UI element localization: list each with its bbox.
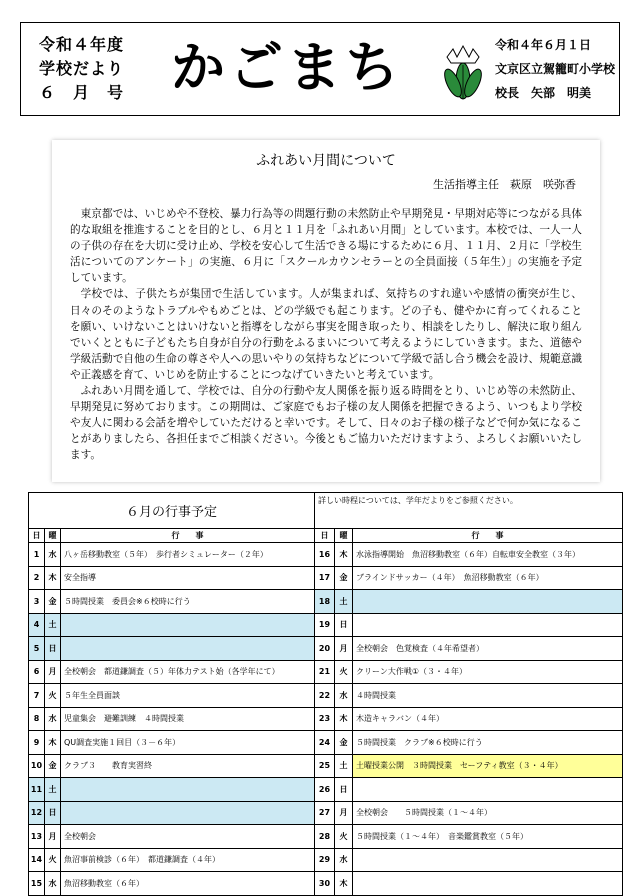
schedule-day: 17 — [315, 566, 335, 590]
schedule-weekday: 土 — [335, 754, 353, 778]
schedule-row — [29, 801, 623, 825]
schedule-day: 29 — [315, 848, 335, 872]
schedule-day: 10 — [29, 754, 45, 778]
schedule-day: 24 — [315, 731, 335, 755]
article-title: ふれあい月間について — [256, 153, 396, 169]
schedule-title: ６月の行事予定 — [125, 505, 217, 520]
schedule-event: 安全指導 — [61, 566, 315, 590]
schedule-note-cell — [315, 493, 623, 529]
schedule-day: 27 — [315, 801, 335, 825]
schedule-event: 水泳指導開始 魚沼移動教室（６年）自転車安全教室（３年） — [353, 543, 623, 567]
schedule-weekday: 月 — [45, 825, 61, 849]
schedule-event: 魚沼移動教室（６年） — [61, 872, 315, 896]
schedule-weekday: 土 — [45, 613, 61, 637]
schedule-weekday: 水 — [45, 543, 61, 567]
schedule-row — [29, 543, 623, 567]
principal-name: 校長 矢部 明美 — [495, 86, 592, 100]
schedule-weekday: 月 — [45, 660, 61, 684]
issue-info — [39, 33, 124, 105]
schedule-row — [29, 566, 623, 590]
schedule-event — [61, 778, 315, 802]
schedule-event — [61, 613, 315, 637]
schedule-event: 全校朝会 — [61, 825, 315, 849]
article-author: 生活指導主任 萩原 咲弥香 — [433, 178, 576, 191]
schedule-event — [61, 801, 315, 825]
schedule-day: 15 — [29, 872, 45, 896]
schedule-day: 2 — [29, 566, 45, 590]
schedule-event: ブラインドサッカー（４年） 魚沼移動教室（６年） — [353, 566, 623, 590]
school-emblem-icon — [439, 43, 487, 103]
schedule-day: 1 — [29, 543, 45, 567]
schedule-weekday: 火 — [45, 684, 61, 708]
schedule-day: 14 — [29, 848, 45, 872]
schedule-day: 5 — [29, 637, 45, 661]
schedule-event — [61, 637, 315, 661]
schedule-day: 8 — [29, 707, 45, 731]
schedule-day: 30 — [315, 872, 335, 896]
schedule-weekday: 金 — [45, 754, 61, 778]
column-header-event: 行 事 — [353, 529, 623, 543]
schedule-event: 児童集会 避難訓練 ４時間授業 — [61, 707, 315, 731]
schedule-day: 4 — [29, 613, 45, 637]
schedule-event: クラブ３ 教育実習終 — [61, 754, 315, 778]
fiscal-year: 令和４年度 — [39, 35, 125, 54]
schedule-title-cell — [29, 493, 315, 529]
schedule-day: 3 — [29, 590, 45, 614]
newsletter-type: 学校だより — [39, 59, 125, 78]
schedule-day: 26 — [315, 778, 335, 802]
column-header-day: 日 — [315, 529, 335, 543]
schedule-weekday: 金 — [335, 731, 353, 755]
column-header-weekday: 曜 — [335, 529, 353, 543]
schedule-event: ５時間授業 クラブ※６校時に行う — [353, 731, 623, 755]
schedule-event: ５時間授業（１～４年） 音楽鑑賞教室（５年） — [353, 825, 623, 849]
schedule-event: クリーン大作戦①（３・４年） — [353, 660, 623, 684]
newsletter-title: かごまち — [171, 36, 403, 99]
schedule-weekday: 土 — [45, 778, 61, 802]
schedule-event: ５時間授業 委員会※６校時に行う — [61, 590, 315, 614]
schedule-event: 全校朝会 都道鎌調査（５）年体力テスト始（各学年にて） — [61, 660, 315, 684]
schedule-event — [353, 872, 623, 896]
schedule-day: 28 — [315, 825, 335, 849]
schedule-day: 18 — [315, 590, 335, 614]
schedule-day: 23 — [315, 707, 335, 731]
schedule-day: 6 — [29, 660, 45, 684]
column-header-event: 行 事 — [61, 529, 315, 543]
article-box — [52, 140, 600, 482]
schedule-day: 20 — [315, 637, 335, 661]
schedule-event: 魚沼事前検診（６年） 都道鎌調査（４年） — [61, 848, 315, 872]
schedule-row — [29, 613, 623, 637]
schedule-row — [29, 754, 623, 778]
schedule-row — [29, 778, 623, 802]
issue-month: ６ 月 号 — [39, 83, 125, 102]
schedule-weekday: 木 — [335, 707, 353, 731]
publish-date: 令和４年６月１日 — [495, 38, 592, 52]
schedule-event: ４時間授業 — [353, 684, 623, 708]
article-paragraph: 学校では、子供たちが集団で生活しています。人が集まれば、気持ちのすれ違いや感情の衝突が生じ、日々のそのようなトラブルやもめごとは、どの学級でも起こります。どの子も、健やかに育ってくれることを願い、いけないことはいけないと指導をしながら事実を聞き取ったり、相談をしたりし、解決に取り組んでいくとともに子どもたち自身が自分の行動をふるまいについて考えるようにしていきます。また、道徳や学級活動で自他の生命の尊さや人への思いやりの気持ちなどについて学級で話し合う機会を設け、規範意識や正義感を育て、いじめを防止することにつなげていきたいと考えています。 — [70, 288, 582, 381]
schedule-note: 詳しい時程については、学年だよりをご参照ください。 — [318, 496, 518, 505]
schedule-event — [353, 613, 623, 637]
schedule-weekday: 火 — [335, 660, 353, 684]
schedule-day: 19 — [315, 613, 335, 637]
schedule-weekday: 日 — [45, 801, 61, 825]
schedule-row — [29, 872, 623, 896]
schedule-weekday: 土 — [335, 590, 353, 614]
schedule-event: 木造キャラバン（４年） — [353, 707, 623, 731]
schedule-weekday: 木 — [335, 872, 353, 896]
schedule-weekday: 月 — [335, 801, 353, 825]
schedule-row — [29, 660, 623, 684]
schedule-weekday: 木 — [45, 731, 61, 755]
schedule-weekday: 金 — [335, 566, 353, 590]
column-header-day: 日 — [29, 529, 45, 543]
schedule-weekday: 水 — [45, 707, 61, 731]
article-paragraph: ふれあい月間を通して、学校では、自分の行動や友人関係を振り返る時間をとり、いじめ等の未然防止、早期発見に努めております。この期間は、ご家庭でもお子様の友人関係を把握できるよう、いつもより学校や友人に関わる会話を増やしていただけると幸いです。そして、日々のお子様の様子などで何か気になることがありましたら、各担任までご相談ください。今後ともご協力いただけますよう、よろしくお願いいたします。 — [70, 385, 582, 462]
schedule-day: 22 — [315, 684, 335, 708]
masthead — [20, 22, 620, 116]
schedule-day: 11 — [29, 778, 45, 802]
schedule-weekday: 月 — [335, 637, 353, 661]
schedule-day: 9 — [29, 731, 45, 755]
schedule-event: 土曜授業公開 ３時間授業 セーフティ教室（３・４年） — [353, 754, 623, 778]
schedule-row — [29, 848, 623, 872]
schedule-row — [29, 825, 623, 849]
schedule-event: 全校朝会 色覚検査（４年希望者） — [353, 637, 623, 661]
schedule-row — [29, 684, 623, 708]
schedule-event — [353, 590, 623, 614]
schedule-weekday: 水 — [335, 684, 353, 708]
schedule-day: 13 — [29, 825, 45, 849]
schedule-weekday: 木 — [335, 543, 353, 567]
schedule-weekday: 日 — [335, 778, 353, 802]
school-name: 文京区立駕籠町小学校 — [495, 62, 616, 76]
schedule-day: 7 — [29, 684, 45, 708]
schedule-day: 12 — [29, 801, 45, 825]
schedule-event: ５年生全員面談 — [61, 684, 315, 708]
schedule-event: 八ヶ岳移動教室（５年） 歩行者シミュレーター（２年） — [61, 543, 315, 567]
schedule-weekday: 火 — [45, 848, 61, 872]
schedule-weekday: 日 — [335, 613, 353, 637]
schedule-row — [29, 637, 623, 661]
event-schedule-table — [28, 492, 623, 896]
schedule-day: 21 — [315, 660, 335, 684]
schedule-weekday: 日 — [45, 637, 61, 661]
schedule-weekday: 金 — [45, 590, 61, 614]
schedule-event — [353, 848, 623, 872]
article-paragraph: 東京都では、いじめや不登校、暴力行為等の問題行動の未然防止や早期発見・早期対応等につながる具体的な取組を推進することを目的とし、６月と１１月を「ふれあい月間」としています。本校では、一人一人の子供の存在を大切に受け止め、学校を安心して生活できる場にするために６月、１１月、２月に「学校生活についてのアンケート」の実施、６月に「スクールカウンセラーとの全員面接（５年生）」の実施を予定しています。 — [70, 208, 582, 285]
schedule-row — [29, 590, 623, 614]
column-header-weekday: 曜 — [45, 529, 61, 543]
schedule-event: QU調査実施１回目（３－６年） — [61, 731, 315, 755]
schedule-event — [353, 778, 623, 802]
schedule-weekday: 火 — [335, 825, 353, 849]
schedule-day: 16 — [315, 543, 335, 567]
publication-info — [495, 33, 615, 105]
schedule-weekday: 木 — [45, 566, 61, 590]
schedule-row — [29, 707, 623, 731]
schedule-event: 全校朝会 ５時間授業（１～４年） — [353, 801, 623, 825]
schedule-weekday: 水 — [335, 848, 353, 872]
schedule-row — [29, 731, 623, 755]
article-body — [70, 206, 582, 464]
schedule-day: 25 — [315, 754, 335, 778]
schedule-weekday: 水 — [45, 872, 61, 896]
